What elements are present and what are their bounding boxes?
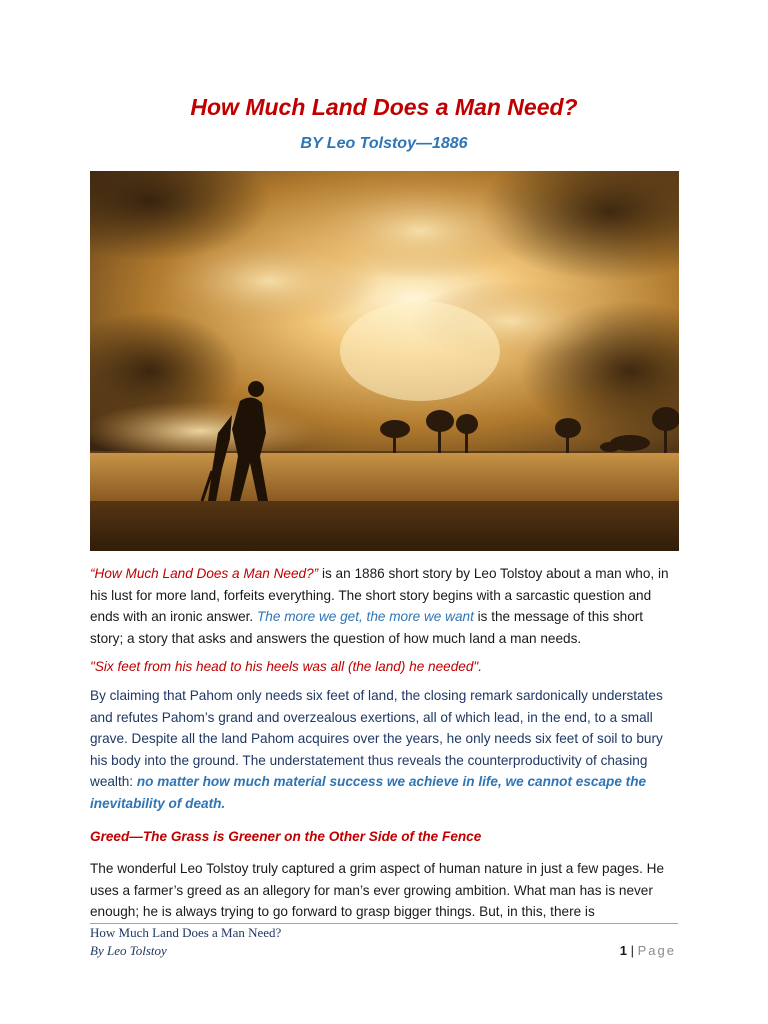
story-title-quote: “How Much Land Does a Man Need?” [90, 566, 319, 581]
document-byline: BY Leo Tolstoy—1886 [300, 135, 468, 152]
intro-text-a: is an 1886 short story by Leo Tolstoy about a man who, in his lust for more land, forfeits everything. The short story begins with a sarcastic question and ends with an ironic answer. [90, 566, 669, 625]
intro-paragraph [90, 563, 678, 649]
man-walking-field-sunset-photo [90, 171, 679, 551]
analysis-emphasis: no matter how much material success we achieve in life, we cannot escape the inevitability of death. [90, 774, 647, 811]
intro-text-b: is the message of this short story; a story that asks and answers the question of how much land a man needs. [90, 609, 644, 646]
page-separator: | [627, 943, 638, 958]
greed-paragraph: The wonderful Leo Tolstoy truly captured a grim aspect of human nature in just a few pages. He uses a farmer’s greed as an allegory for man’s ever growing ambition. What man has is never enough; he is always trying to go forward to grasp bigger things. But, in this, there is [90, 861, 665, 920]
page-number [620, 943, 676, 958]
intro-emphasis: The more we get, the more we want [257, 609, 474, 625]
footer-author: By Leo Tolstoy [90, 943, 167, 958]
footer-divider [90, 923, 678, 924]
page-number-value: 1 [619, 943, 628, 958]
analysis-paragraph [90, 685, 678, 815]
footer-title: How Much Land Does a Man Need? [90, 925, 282, 940]
closing-quote: "Six feet from his head to his heels was all (the land) he needed". [90, 659, 483, 674]
page-word: Page [637, 943, 676, 958]
document-title: How Much Land Does a Man Need? [190, 94, 578, 120]
analysis-text: By claiming that Pahom only needs six feet of land, the closing remark sardonically understates and refutes Pahom’s grand and overzealous exertions, all of which lead, in the end, to a small grave. Despite all the land Pahom acquires over the years, he only needs six feet of soil to bury his body into the ground. The understatement thus reveals the counterproductivity of chasing wealth: [90, 688, 663, 790]
section-heading: Greed—The Grass is Greener on the Other Side of the Fence [90, 829, 482, 844]
